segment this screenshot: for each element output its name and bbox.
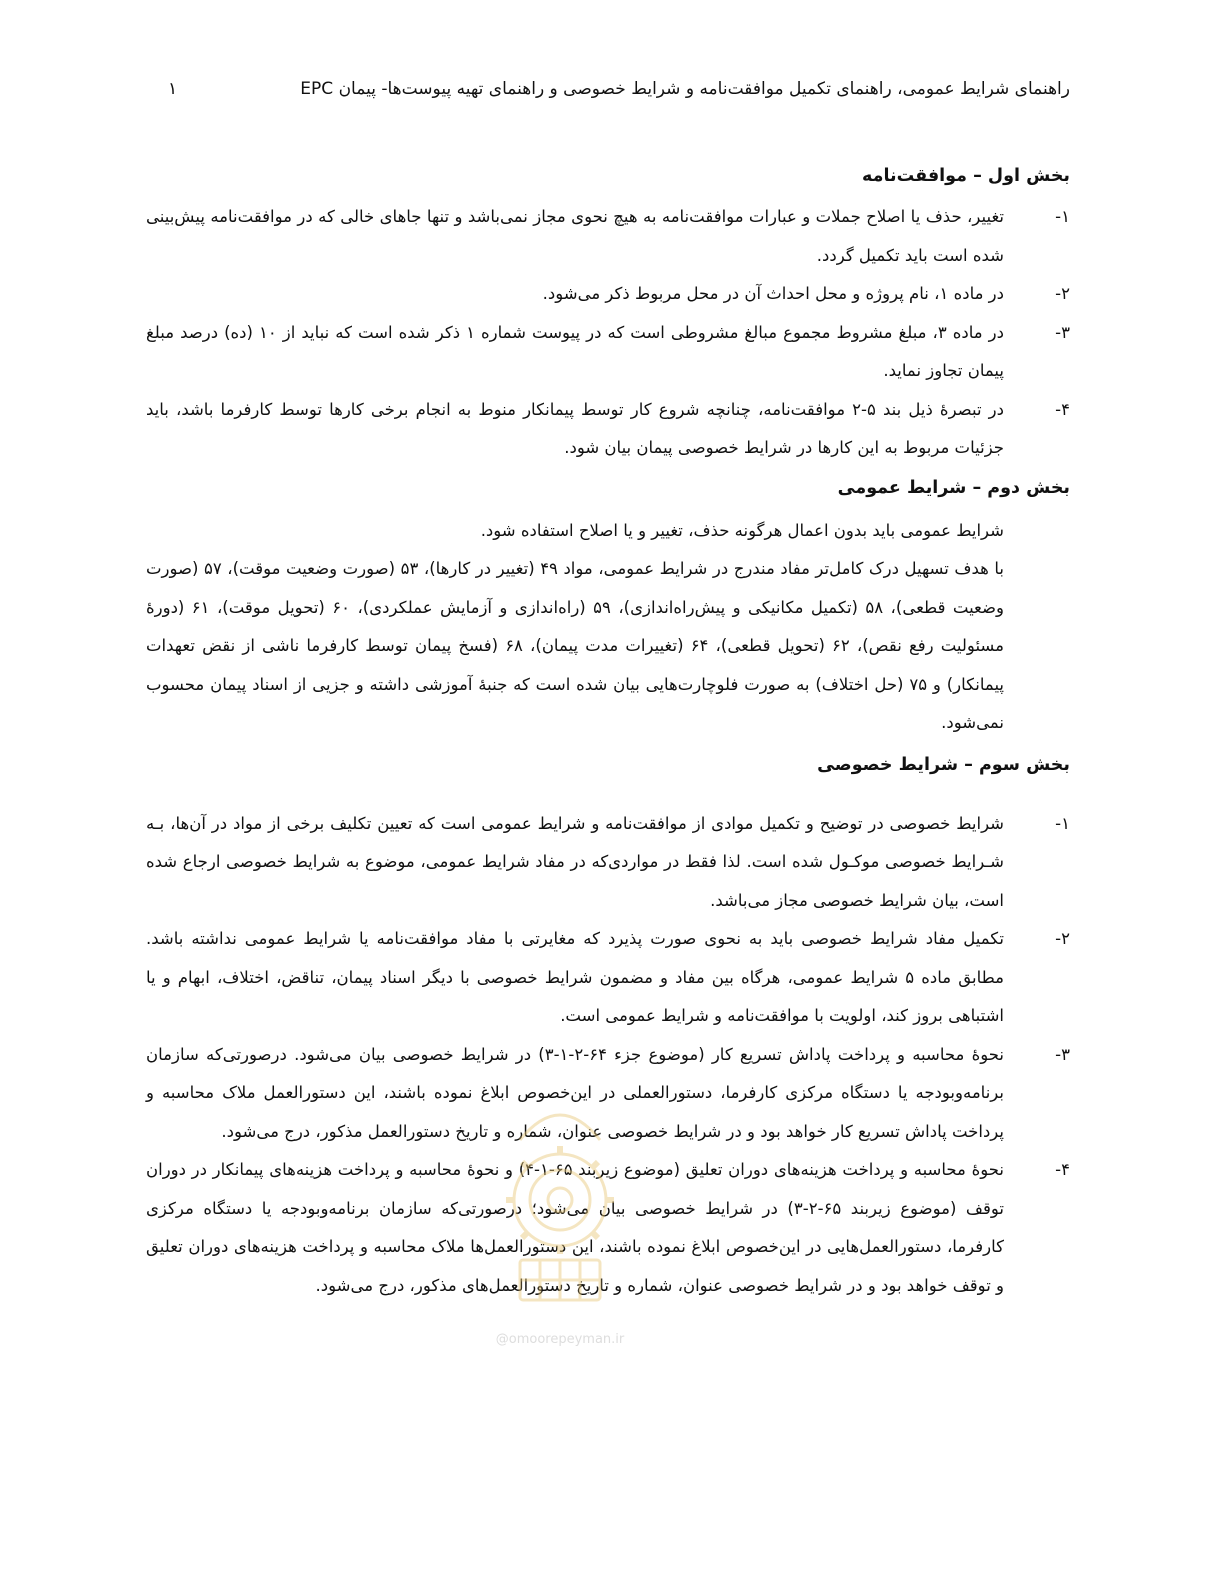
agreement-list <box>146 198 1070 468</box>
page-number: ۱ <box>168 79 178 99</box>
watermark-text: @omoorepeyman.ir <box>495 1332 625 1347</box>
paragraph: با هدف تسهیل درک کامل‌تر مفاد مندرج در شرایط عمومی، مواد ۴۹ (تغییر در کارها)، ۵۳ (صورت وضعیت موقت)، ۵۷ (صورت وضعیت قطعی)، ۵۸ (تکمیل مکانیکی و پیش‌راه‌اندازی)، ۵۹ (راه‌اندازی و آزمایش عملکردی)، ۶۰ (تحویل موقت)، ۶۱ (دورهٔ مسئولیت رفع نقص)، ۶۲ (تحویل قطعی)، ۶۴ (تغییرات مدت پیمان)، ۶۸ (فسخ پیمان توسط کارفرما ناشی از نقض تعهدات پیمانکار) و ۷۵ (حل اختلاف) به صورت فلوچارت‌هایی بیان شده است که جنبهٔ آموزشی داشته و جزیی از اسناد پیمان محسوب نمی‌شود. <box>146 559 1005 732</box>
item-number: ۲- <box>1055 929 1070 948</box>
item-number: ۲- <box>1055 284 1070 303</box>
running-header <box>150 74 1070 104</box>
item-number: ۴- <box>1055 1160 1070 1179</box>
section-heading-special-conditions: بخش سوم – شرایط خصوصی <box>817 754 1070 775</box>
list-item <box>146 198 1070 275</box>
list-item <box>146 805 1070 921</box>
list-item <box>146 1036 1070 1152</box>
list-item <box>146 1151 1070 1305</box>
item-number: ۳- <box>1055 322 1070 342</box>
section-heading-agreement: بخش اول – موافقت‌نامه <box>862 166 1070 186</box>
item-number: ۱- <box>1055 813 1070 833</box>
general-conditions-body <box>146 512 1070 743</box>
item-number: ۳- <box>1055 1044 1070 1064</box>
item-text: در ماده ۳، مبلغ مشروط مجموع مبالغ مشروطی است که در پیوست شماره ۱ ذکر شده است که نباید از ۱۰ (ده) درصد مبلغ پیمان تجاوز نماید. <box>146 322 1004 380</box>
item-text: نحوهٔ محاسبه و پرداخت پاداش تسریع کار (موضوع جزء ۶۴-۲-۱-۳) در شرایط خصوصی بیان می‌شود. درصورتی‌که سازمان برنامه‌وبودجه یا دستگاه مرکزی کارفرما، دستورالعملی در این‌خصوص ابلاغ نموده باشند، این دستورالعمل ملاک محاسبه و پرداخت پاداش تسریع کار خواهد بود و در شرایط خصوصی عنوان، شماره و تاریخ دستورالعمل مذکور، درج می‌شود. <box>146 1044 1004 1141</box>
item-text: تغییر، حذف یا اصلاح جملات و عبارات موافقت‌نامه به هیچ نحوی مجاز نمی‌باشد و تنها جاهای خالی که در موافقت‌نامه پیش‌بینی شده است باید تکمیل گردد. <box>146 207 1004 265</box>
list-item <box>146 314 1070 391</box>
list-item <box>146 275 1070 314</box>
list-item <box>146 391 1070 468</box>
item-text: در تبصرهٔ ذیل بند ۵-۲ موافقت‌نامه، چنانچه شروع کار توسط پیمانکار منوط به انجام برخی کارها توسط کارفرما باشد، باید جزئیات مربوط به این کارها در شرایط خصوصی پیمان بیان شود. <box>146 399 1005 457</box>
item-text: نحوهٔ محاسبه و پرداخت هزینه‌های دوران تعلیق (موضوع زیربند ۶۵-۱-۴) و نحوهٔ محاسبه و پرداخت هزینه‌های پیمانکار در دوران توقف (موضوع زیربند ۶۵-۲-۳) در شرایط خصوصی بیان می‌شود؛ درصورتی‌که سازمان برنامه‌وبودجه یا دستگاه مرکزی کارفرما، دستورالعمل‌هایی در این‌خصوص ابلاغ نموده باشند، این دستورالعمل‌ها ملاک محاسبه و پرداخت هزینه‌های دوران تعلیق و توقف خواهد بود و در شرایط خصوصی عنوان، شماره و تاریخ دستورالعمل‌های مذکور، درج می‌شود. <box>146 1160 1004 1295</box>
header-title: راهنمای شرایط عمومی، راهنمای تکمیل موافقت‌نامه و شرایط خصوصی و راهنمای تهیه پیوست‌ها- پیمان EPC <box>300 79 1070 99</box>
item-text: در ماده ۱، نام پروژه و محل احداث آن در محل مربوط ذکر می‌شود. <box>542 284 1004 303</box>
document-body <box>146 158 1070 1305</box>
paragraph: شرایط عمومی باید بدون اعمال هرگونه حذف، تغییر و یا اصلاح استفاده شود. <box>480 520 1004 540</box>
list-item <box>146 920 1070 1036</box>
section-heading-general-conditions: بخش دوم – شرایط عمومی <box>837 477 1070 498</box>
item-text: تکمیل مفاد شرایط خصوصی باید به نحوی صورت پذیرد که مغایرتی با مفاد موافقت‌نامه یا شرایط عمومی نداشته باشد. مطابق ماده ۵ شرایط عمومی، هرگاه بین مفاد و مضمون شرایط خصوصی با دیگر اسناد پیمان، تناقض، اختلاف، ابهام و یا اشتباهی بروز کند، اولویت با موافقت‌نامه و شرایط عمومی است. <box>146 929 1004 1025</box>
item-number: ۴- <box>1055 399 1070 419</box>
special-conditions-list <box>146 805 1070 1306</box>
item-text: شرایط خصوصی در توضیح و تکمیل موادی از موافقت‌نامه و شرایط عمومی است که تعیین تکلیف برخی از مواد در آن‌ها، بـه شـرایط خصوصی موکـول شده است. لذا فقط در مواردی‌که در مفاد شرایط عمومی، موضوع به شرایط خصوصی ارجاع شده است، بیان شرایط خصوصی مجاز می‌باشد. <box>146 813 1004 910</box>
item-number: ۱- <box>1055 207 1070 226</box>
